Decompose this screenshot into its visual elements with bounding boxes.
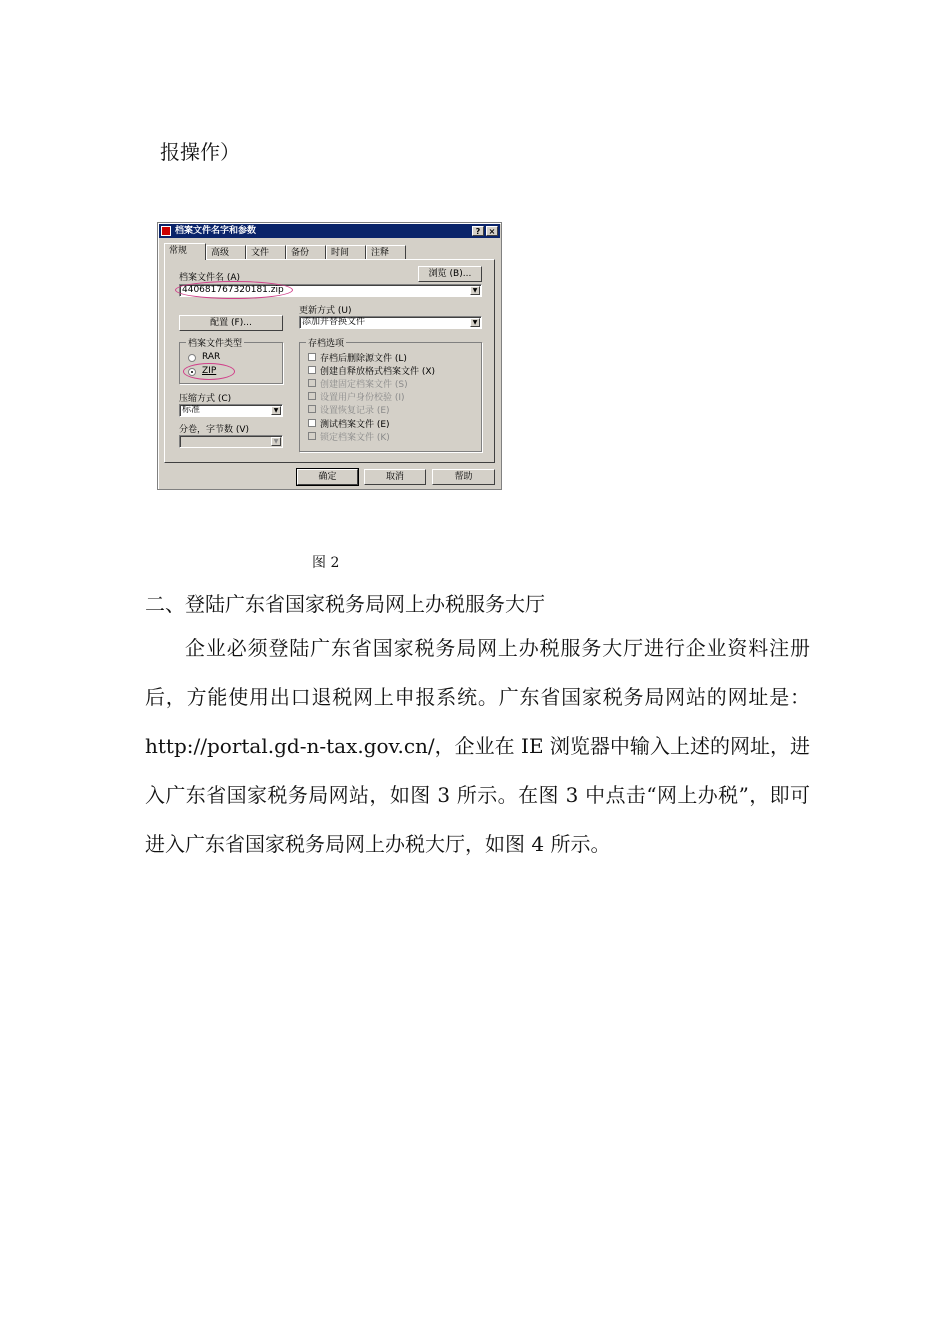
profile-button[interactable]: 配置 (F)... [179, 315, 283, 331]
highlight-ellipse-filename [175, 281, 293, 299]
chevron-down-icon[interactable]: ▼ [470, 318, 480, 327]
chevron-down-icon: ▼ [271, 437, 281, 446]
archive-options-label: 存档选项 [306, 336, 346, 349]
ok-button[interactable]: 确定 [297, 469, 358, 485]
cancel-button[interactable]: 取消 [364, 469, 426, 485]
radio-rar-label: RAR [202, 352, 221, 362]
tab-panel-general [164, 259, 495, 463]
option-checkbox[interactable] [308, 419, 316, 427]
section-heading: 二、登陆广东省国家税务局网上办税服务大厅 [145, 592, 545, 616]
help-icon[interactable]: ? [472, 226, 484, 236]
option-label: 设置用户身份校验 (I) [320, 393, 405, 403]
tab-advanced[interactable]: 高级 [206, 245, 246, 259]
dialog-title: 档案文件名字和参数 [175, 226, 257, 236]
option-label: 创建固定档案文件 (S) [320, 380, 408, 390]
browse-button[interactable]: 浏览 (B)... [418, 266, 482, 282]
update-mode-value: 添加并替换文件 [302, 317, 366, 327]
option-checkbox [308, 432, 316, 440]
split-volume-label: 分卷，字节数 (V) [179, 425, 250, 435]
archive-type-group [179, 339, 283, 384]
split-volume-select [179, 435, 283, 448]
archive-name-label: 档案文件名 (A) [179, 273, 241, 283]
option-label: 创建自释放格式档案文件 (X) [320, 367, 436, 377]
option-label: 锁定档案文件 (K) [320, 433, 390, 443]
compression-value: 标准 [182, 405, 201, 415]
help-button[interactable]: 帮助 [432, 469, 495, 485]
option-checkbox [308, 392, 316, 400]
close-icon[interactable]: × [486, 226, 498, 236]
radio-zip-label: ZIP [202, 366, 217, 376]
option-checkbox [308, 405, 316, 413]
top-fragment-text: 报操作） [160, 140, 240, 164]
update-mode-select[interactable] [299, 316, 482, 329]
option-checkbox[interactable] [308, 353, 316, 361]
option-label: 存档后删除源文件 (L) [320, 354, 407, 364]
archive-options-group [299, 339, 482, 452]
body-paragraph-text: 企业必须登陆广东省国家税务局网上办税服务大厅进行企业资料注册后，方能使用出口退税网上申报系统。广东省国家税务局网站的网址是：http://portal.gd-n-tax.gov.cn/，企业在 IE 浏览器中输入上述的网址，进入广东省国家税务局网站，如图 3 所示。在图 3 中点击“网上办税”，即可进入广东省国家税务局网上办税大厅，如图 4 所示。 [145, 636, 810, 856]
winrar-icon [161, 226, 171, 236]
option-label: 测试档案文件 (E) [320, 420, 390, 430]
chevron-down-icon[interactable]: ▼ [470, 286, 480, 295]
chevron-down-icon[interactable]: ▼ [271, 406, 281, 415]
update-mode-label: 更新方式 (U) [299, 306, 352, 316]
archive-dialog [157, 222, 502, 490]
compression-select[interactable] [179, 404, 283, 417]
body-paragraph [145, 624, 810, 869]
archive-name-value: 440681767320181.zip [182, 285, 284, 295]
figure-caption: 图 2 [312, 555, 340, 571]
radio-rar[interactable] [188, 354, 196, 362]
option-label: 设置恢复记录 (E) [320, 406, 390, 416]
archive-type-label: 档案文件类型 [186, 336, 244, 349]
tab-files[interactable]: 文件 [246, 245, 286, 259]
option-checkbox [308, 379, 316, 387]
tab-backup[interactable]: 备份 [286, 245, 326, 259]
compression-label: 压缩方式 (C) [179, 394, 232, 404]
tab-comment[interactable]: 注释 [366, 245, 406, 259]
tab-time[interactable]: 时间 [326, 245, 366, 259]
option-checkbox[interactable] [308, 366, 316, 374]
highlight-ellipse-zip [183, 363, 235, 380]
tab-general[interactable]: 常规 [164, 243, 206, 260]
dialog-titlebar [159, 224, 500, 238]
